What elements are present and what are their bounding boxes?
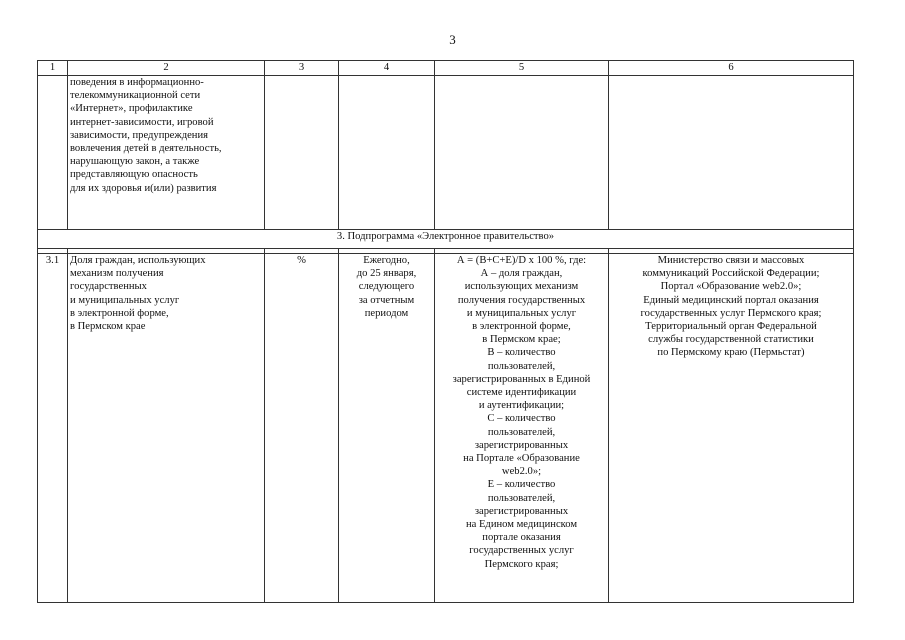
- text-line: коммуникаций Российской Федерации;: [642, 268, 820, 280]
- text-line: портале оказания: [482, 532, 561, 544]
- text-line: и муниципальных услуг: [466, 307, 577, 319]
- text-line: и муниципальных услуг: [70, 294, 180, 306]
- text-line: А = (В+С+Е)/D x 100 %, где:: [456, 255, 587, 266]
- text-line: телекоммуникационной сети: [70, 90, 201, 102]
- column-number-3: 3: [265, 61, 339, 76]
- text-line: получения государственных: [457, 294, 586, 306]
- indicator-source-text: [611, 254, 851, 360]
- text-line: пользователей,: [487, 492, 556, 504]
- text-line: Доля граждан, использующих: [70, 255, 206, 266]
- text-line: и аутентификации;: [478, 400, 565, 412]
- indicator-period-cell: [339, 254, 435, 603]
- continuation-period-cell: [339, 76, 435, 230]
- continuation-row: [38, 76, 854, 230]
- indicator-source-cell: [609, 254, 854, 603]
- indicator-formula-text: [437, 254, 606, 571]
- text-line: государственных услуг: [469, 545, 574, 557]
- indicators-table: [37, 60, 854, 603]
- text-line: интернет-зависимости, игровой: [70, 116, 214, 128]
- text-line: в Пермском крае: [70, 321, 146, 333]
- text-line: Ежегодно,: [363, 255, 410, 266]
- column-number-5: 5: [435, 61, 609, 76]
- text-line: периодом: [364, 307, 409, 319]
- text-line: нарушающую закон, а также: [70, 156, 200, 168]
- text-line: следующего: [358, 281, 415, 293]
- text-line: поведения в информационно-: [70, 77, 204, 88]
- text-line: Портал «Образование web2.0»;: [660, 281, 802, 293]
- section-row: [38, 230, 854, 249]
- text-line: Е – количество: [487, 479, 556, 491]
- continuation-name-cell: [68, 76, 265, 230]
- text-line: зависимости, предупреждения: [70, 129, 208, 141]
- text-line: пользователей,: [487, 426, 556, 438]
- text-line: пользователей,: [487, 360, 556, 372]
- text-line: Министерство связи и массовых: [657, 255, 805, 266]
- column-number-6: 6: [609, 61, 854, 76]
- text-line: на Едином медицинском: [465, 519, 578, 531]
- text-line: на Портале «Образование: [463, 453, 580, 465]
- text-line: в электронной форме,: [472, 321, 571, 333]
- continuation-formula-cell: [435, 76, 609, 230]
- continuation-number-cell: [38, 76, 68, 230]
- text-line: Территориальный орган Федеральной: [645, 321, 817, 333]
- indicator-unit: %: [265, 254, 339, 603]
- page-number: 3: [449, 32, 456, 47]
- text-line: А – доля граждан,: [480, 268, 563, 280]
- text-line: за отчетным: [358, 294, 415, 306]
- column-number-1: 1: [38, 61, 68, 76]
- indicator-number: 3.1: [38, 254, 68, 603]
- text-line: вовлечения детей в деятельность,: [70, 143, 222, 155]
- text-line: до 25 января,: [356, 268, 417, 280]
- continuation-name-text: [70, 76, 262, 195]
- text-line: государственных услуг Пермского края;: [640, 307, 822, 319]
- text-line: в Пермском крае;: [482, 334, 561, 346]
- text-line: В – количество: [487, 347, 556, 359]
- text-line: web2.0»;: [501, 466, 542, 478]
- text-line: в электронной форме,: [70, 307, 169, 319]
- indicator-period-text: [341, 254, 432, 320]
- text-line: по Пермскому краю (Пермьстат): [657, 347, 805, 359]
- text-line: для их здоровья и(или) развития: [70, 182, 217, 194]
- column-numbers-row: [38, 61, 854, 76]
- text-line: системе идентификации: [466, 387, 577, 399]
- text-line: представляющую опасность: [70, 169, 198, 181]
- text-line: службы государственной статистики: [648, 334, 814, 346]
- continuation-source-cell: [609, 76, 854, 230]
- column-number-2: 2: [68, 61, 265, 76]
- text-line: зарегистрированных в Единой: [452, 373, 591, 385]
- continuation-unit-cell: [265, 76, 339, 230]
- text-line: Единый медицинский портал оказания: [643, 294, 819, 306]
- text-line: С – количество: [487, 413, 556, 425]
- text-line: зарегистрированных: [474, 439, 569, 451]
- text-line: механизм получения: [70, 268, 164, 280]
- indicator-name-text: [70, 254, 262, 333]
- text-line: зарегистрированных: [474, 505, 569, 517]
- text-line: использующих механизм: [464, 281, 579, 293]
- text-line: «Интернет», профилактике: [70, 103, 193, 115]
- text-line: Пермского края;: [484, 558, 559, 570]
- indicator-row-3-1: [38, 254, 854, 603]
- text-line: государственных: [70, 281, 147, 293]
- indicator-name-cell: [68, 254, 265, 603]
- indicator-formula-cell: [435, 254, 609, 603]
- column-number-4: 4: [339, 61, 435, 76]
- section-title: 3. Подпрограмма «Электронное правительство»: [38, 230, 854, 249]
